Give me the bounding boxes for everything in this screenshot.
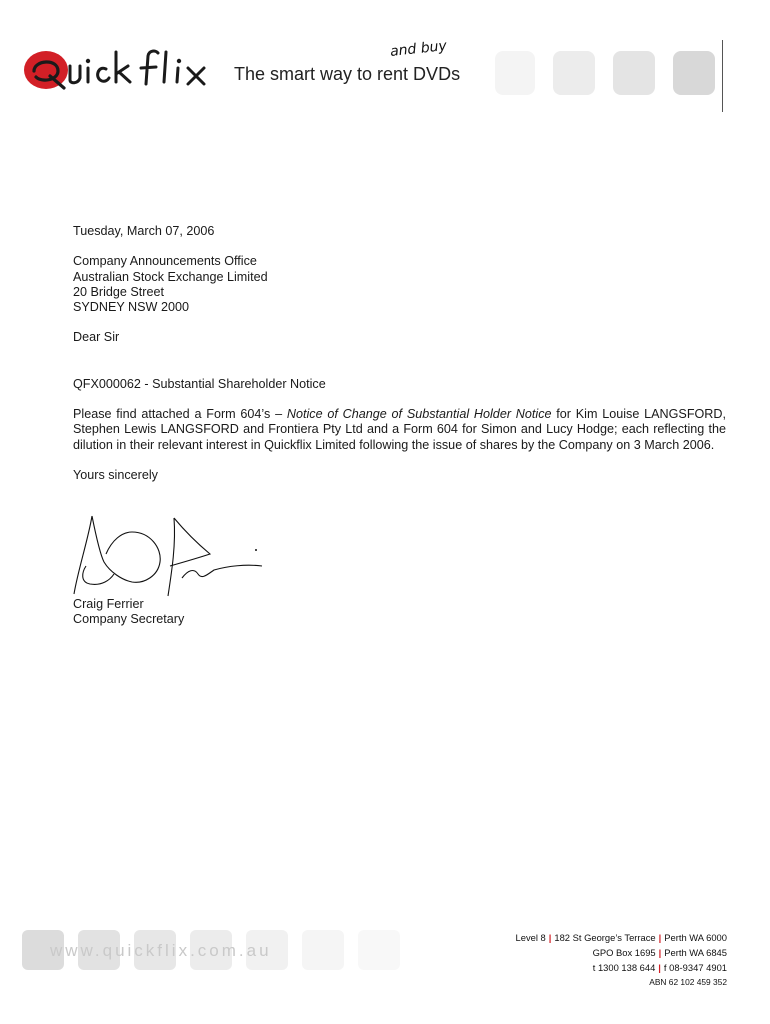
postal-box: GPO Box 1695 [592,947,656,958]
recipient-line: Company Announcements Office [73,254,257,269]
signer-title: Company Secretary [73,612,185,627]
body-paragraph [73,407,726,453]
footer-contact [516,930,727,990]
closing: Yours sincerely [73,467,158,482]
separator: | [658,932,662,943]
address-street: 182 St George’s Terrace [554,932,656,943]
footer-phone-line [516,960,727,975]
recipient-line: 20 Bridge Street [73,284,165,299]
salutation: Dear Sir [73,330,120,345]
quickflix-logo [20,44,230,100]
body-text: Please find attached a Form 604’s – [73,407,287,422]
tagline-addon: and buy [389,38,448,60]
signature [66,510,281,602]
recipient-address [73,254,726,315]
footer-abn: ABN 62 102 459 352 [649,977,727,987]
recipient-line: Australian Stock Exchange Limited [73,269,268,284]
header-decoration [495,49,730,97]
letter-body [73,224,726,483]
address-city: Perth WA 6000 [664,932,727,943]
letter-date: Tuesday, March 07, 2006 [73,224,215,238]
fax-number: f 08-9347 4901 [663,962,727,973]
separator: | [658,947,662,958]
notice-title: Notice of Change of Substantial Holder Notice [286,407,552,422]
recipient-line: SYDNEY NSW 2000 [73,300,189,315]
signer-block [73,597,184,628]
body-text: for Kim Louise LANGSFORD, Stephen Lewis LANGSFORD and Frontiera Pty Ltd and a Form 604 for Simon and Lucy Hodge; each reflecting the dilution in their relevant interest in Quickflix Limited following the issue of shares by the Company on 3 March 2006. [73,407,726,452]
footer-website: www.quickflix.com.au [50,941,272,960]
postal-city: Perth WA 6845 [664,947,727,958]
subject-line: QFX000062 - Substantial Shareholder Notice [73,376,326,391]
footer-postal-line [516,945,727,960]
tagline: The smart way to rent DVDs [234,64,461,84]
footer-address-line [516,930,727,945]
separator: | [658,962,661,973]
separator: | [548,932,552,943]
address-level: Level 8 [515,932,546,943]
header-rule [722,40,723,112]
phone-number: t 1300 138 644 [592,962,656,973]
signer-name: Craig Ferrier [73,597,144,611]
